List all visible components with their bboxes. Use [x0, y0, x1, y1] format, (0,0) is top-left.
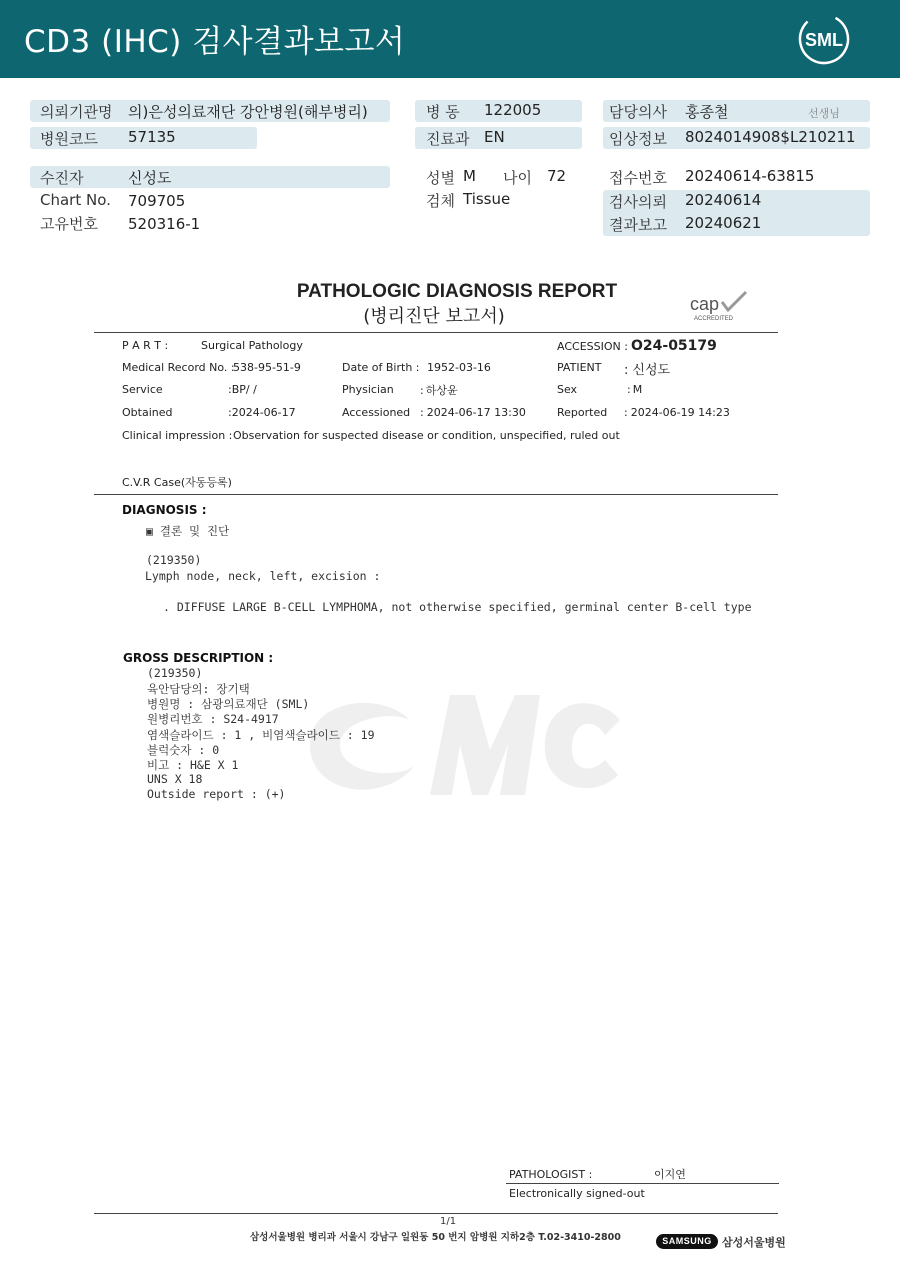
clinical-value: 8024014908$L210211 — [685, 128, 856, 146]
request-label: 검사의뢰 — [609, 193, 667, 211]
footer-address: 삼성서울병원 병리과 서울시 강남구 일원동 50 번지 암병원 지하2층 T.02-3410-2800 — [250, 1232, 621, 1243]
request-value: 20240614 — [685, 191, 762, 209]
accession-value: O24-05179 — [631, 338, 717, 354]
gross-line: Outside report : (+) — [147, 787, 286, 801]
gross-line: (219350) — [147, 666, 203, 680]
dob-value: 1952-03-16 — [427, 361, 491, 374]
hospital-code-value: 57135 — [128, 128, 176, 146]
chart-value: 709705 — [128, 192, 186, 210]
service-value: BP/ / — [231, 383, 257, 396]
footer-rule — [94, 1213, 778, 1214]
specimen-value: Tissue — [463, 190, 511, 208]
mrn-value: 538-95-51-9 — [233, 361, 301, 374]
specimen-label: 검체 — [426, 192, 455, 210]
gross-line: 비고 : H&E X 1 — [147, 758, 239, 772]
fields-rule — [94, 494, 778, 495]
accessioned-value: 2024-06-17 13:30 — [426, 406, 526, 419]
dob-label: Date of Birth : — [342, 361, 420, 374]
page-number: 1/1 — [440, 1216, 457, 1227]
age-value: 72 — [547, 167, 567, 185]
report-sex-label: Sex — [557, 383, 578, 396]
report-subtitle: (병리진단 보고서) — [363, 306, 505, 327]
dept-value: EN — [484, 128, 505, 146]
doctor-label: 담당의사 — [609, 103, 667, 121]
cap-logo-sub: ACCREDITED — [694, 316, 734, 322]
report-patient-label: PATIENT — [557, 361, 602, 374]
obtained-value: 2024-06-17 — [231, 406, 296, 419]
dept-label: 진료과 — [426, 130, 470, 148]
pathologist-value: 이지연 — [654, 1168, 686, 1181]
result-value: 20240621 — [685, 214, 762, 232]
doctor-value: 홍종철 — [685, 103, 729, 121]
header-bar — [0, 0, 900, 78]
footer-hospital: 삼성서울병원 — [722, 1236, 786, 1249]
age-label: 나이 — [503, 169, 532, 187]
signed-text: Electronically signed-out — [509, 1187, 645, 1200]
doctor-suffix: 선생님 — [808, 107, 840, 120]
watermark-logo — [300, 680, 630, 810]
pathologist-rule — [506, 1183, 779, 1184]
samsung-logo: SAMSUNG — [656, 1234, 718, 1249]
diagnosis-line: (219350) — [146, 553, 202, 567]
patient-value: 신성도 — [128, 169, 172, 187]
clinical-label: 임상정보 — [609, 130, 667, 148]
gross-line: UNS X 18 — [147, 772, 203, 786]
physician-label: Physician — [342, 383, 394, 396]
clinical-impression-label: Clinical impression : — [122, 429, 233, 442]
page-title: CD3 (IHC) 검사결과보고서 — [24, 24, 406, 60]
unique-value: 520316-1 — [128, 215, 201, 233]
service-label: Service — [122, 383, 163, 396]
sml-logo — [798, 13, 850, 65]
result-label: 결과보고 — [609, 216, 667, 234]
sml-logo-text: SML — [805, 30, 843, 50]
chart-label: Chart No. — [40, 191, 111, 209]
cvr-case: C.V.R Case(자동등록) — [122, 476, 232, 489]
sex-label: 성별 — [426, 169, 455, 187]
gross-line: 염색슬라이드 : 1 , 비염색슬라이드 : 19 — [147, 728, 375, 742]
gross-line: 육안담당의: 장기택 — [147, 682, 250, 696]
clinical-impression-value: Observation for suspected disease or condition, unspecified, ruled out — [233, 429, 620, 442]
gross-line: 병원명 : 삼광의료재단 (SML) — [147, 697, 310, 711]
diagnosis-line: ▣ 결론 및 진단 — [146, 524, 230, 538]
diagnosis-line: . DIFFUSE LARGE B-CELL LYMPHOMA, not otherwise specified, germinal center B-cell type — [163, 600, 752, 614]
diagnosis-line: Lymph node, neck, left, excision : — [145, 569, 381, 583]
mrn-label: Medical Record No. : — [122, 361, 235, 374]
report-sex-value: M — [632, 383, 643, 396]
diagnosis-heading: DIAGNOSIS : — [122, 503, 207, 517]
institution-label: 의뢰기관명 — [40, 103, 113, 121]
reported-label: Reported — [557, 406, 608, 419]
obtained-label: Obtained — [122, 406, 173, 419]
physician-value: 하상윤 — [425, 384, 458, 397]
accession-label: ACCESSION : — [557, 340, 628, 353]
receipt-label: 접수번호 — [609, 169, 667, 187]
title-rule — [94, 332, 778, 333]
patient-label: 수진자 — [40, 169, 84, 187]
ward-label: 병 동 — [426, 103, 460, 121]
report-title: PATHOLOGIC DIAGNOSIS REPORT — [296, 281, 618, 302]
institution-value: 의)은성의료재단 강안병원(해부병리) — [128, 103, 368, 121]
receipt-value: 20240614-63815 — [685, 167, 815, 185]
cap-accredited-logo — [688, 290, 752, 324]
pathologist-label: PATHOLOGIST : — [509, 1168, 593, 1181]
hospital-code-label: 병원코드 — [40, 130, 98, 148]
patient-row-bg — [30, 166, 390, 188]
reported-value: 2024-06-19 14:23 — [630, 406, 730, 419]
part-value: Surgical Pathology — [201, 339, 303, 352]
sex-value: M — [463, 167, 476, 185]
accessioned-label: Accessioned — [342, 406, 411, 419]
gross-line: 원병리번호 : S24-4917 — [147, 712, 279, 726]
gross-line: 블럭숫자 : 0 — [147, 743, 220, 757]
report-patient-value: 신성도 — [632, 363, 671, 378]
part-label: P A R T : — [122, 339, 169, 352]
unique-label: 고유번호 — [40, 215, 98, 233]
ward-value: 122005 — [484, 101, 542, 119]
gross-heading: GROSS DESCRIPTION : — [123, 651, 274, 665]
cap-logo-text: cap — [690, 294, 720, 314]
